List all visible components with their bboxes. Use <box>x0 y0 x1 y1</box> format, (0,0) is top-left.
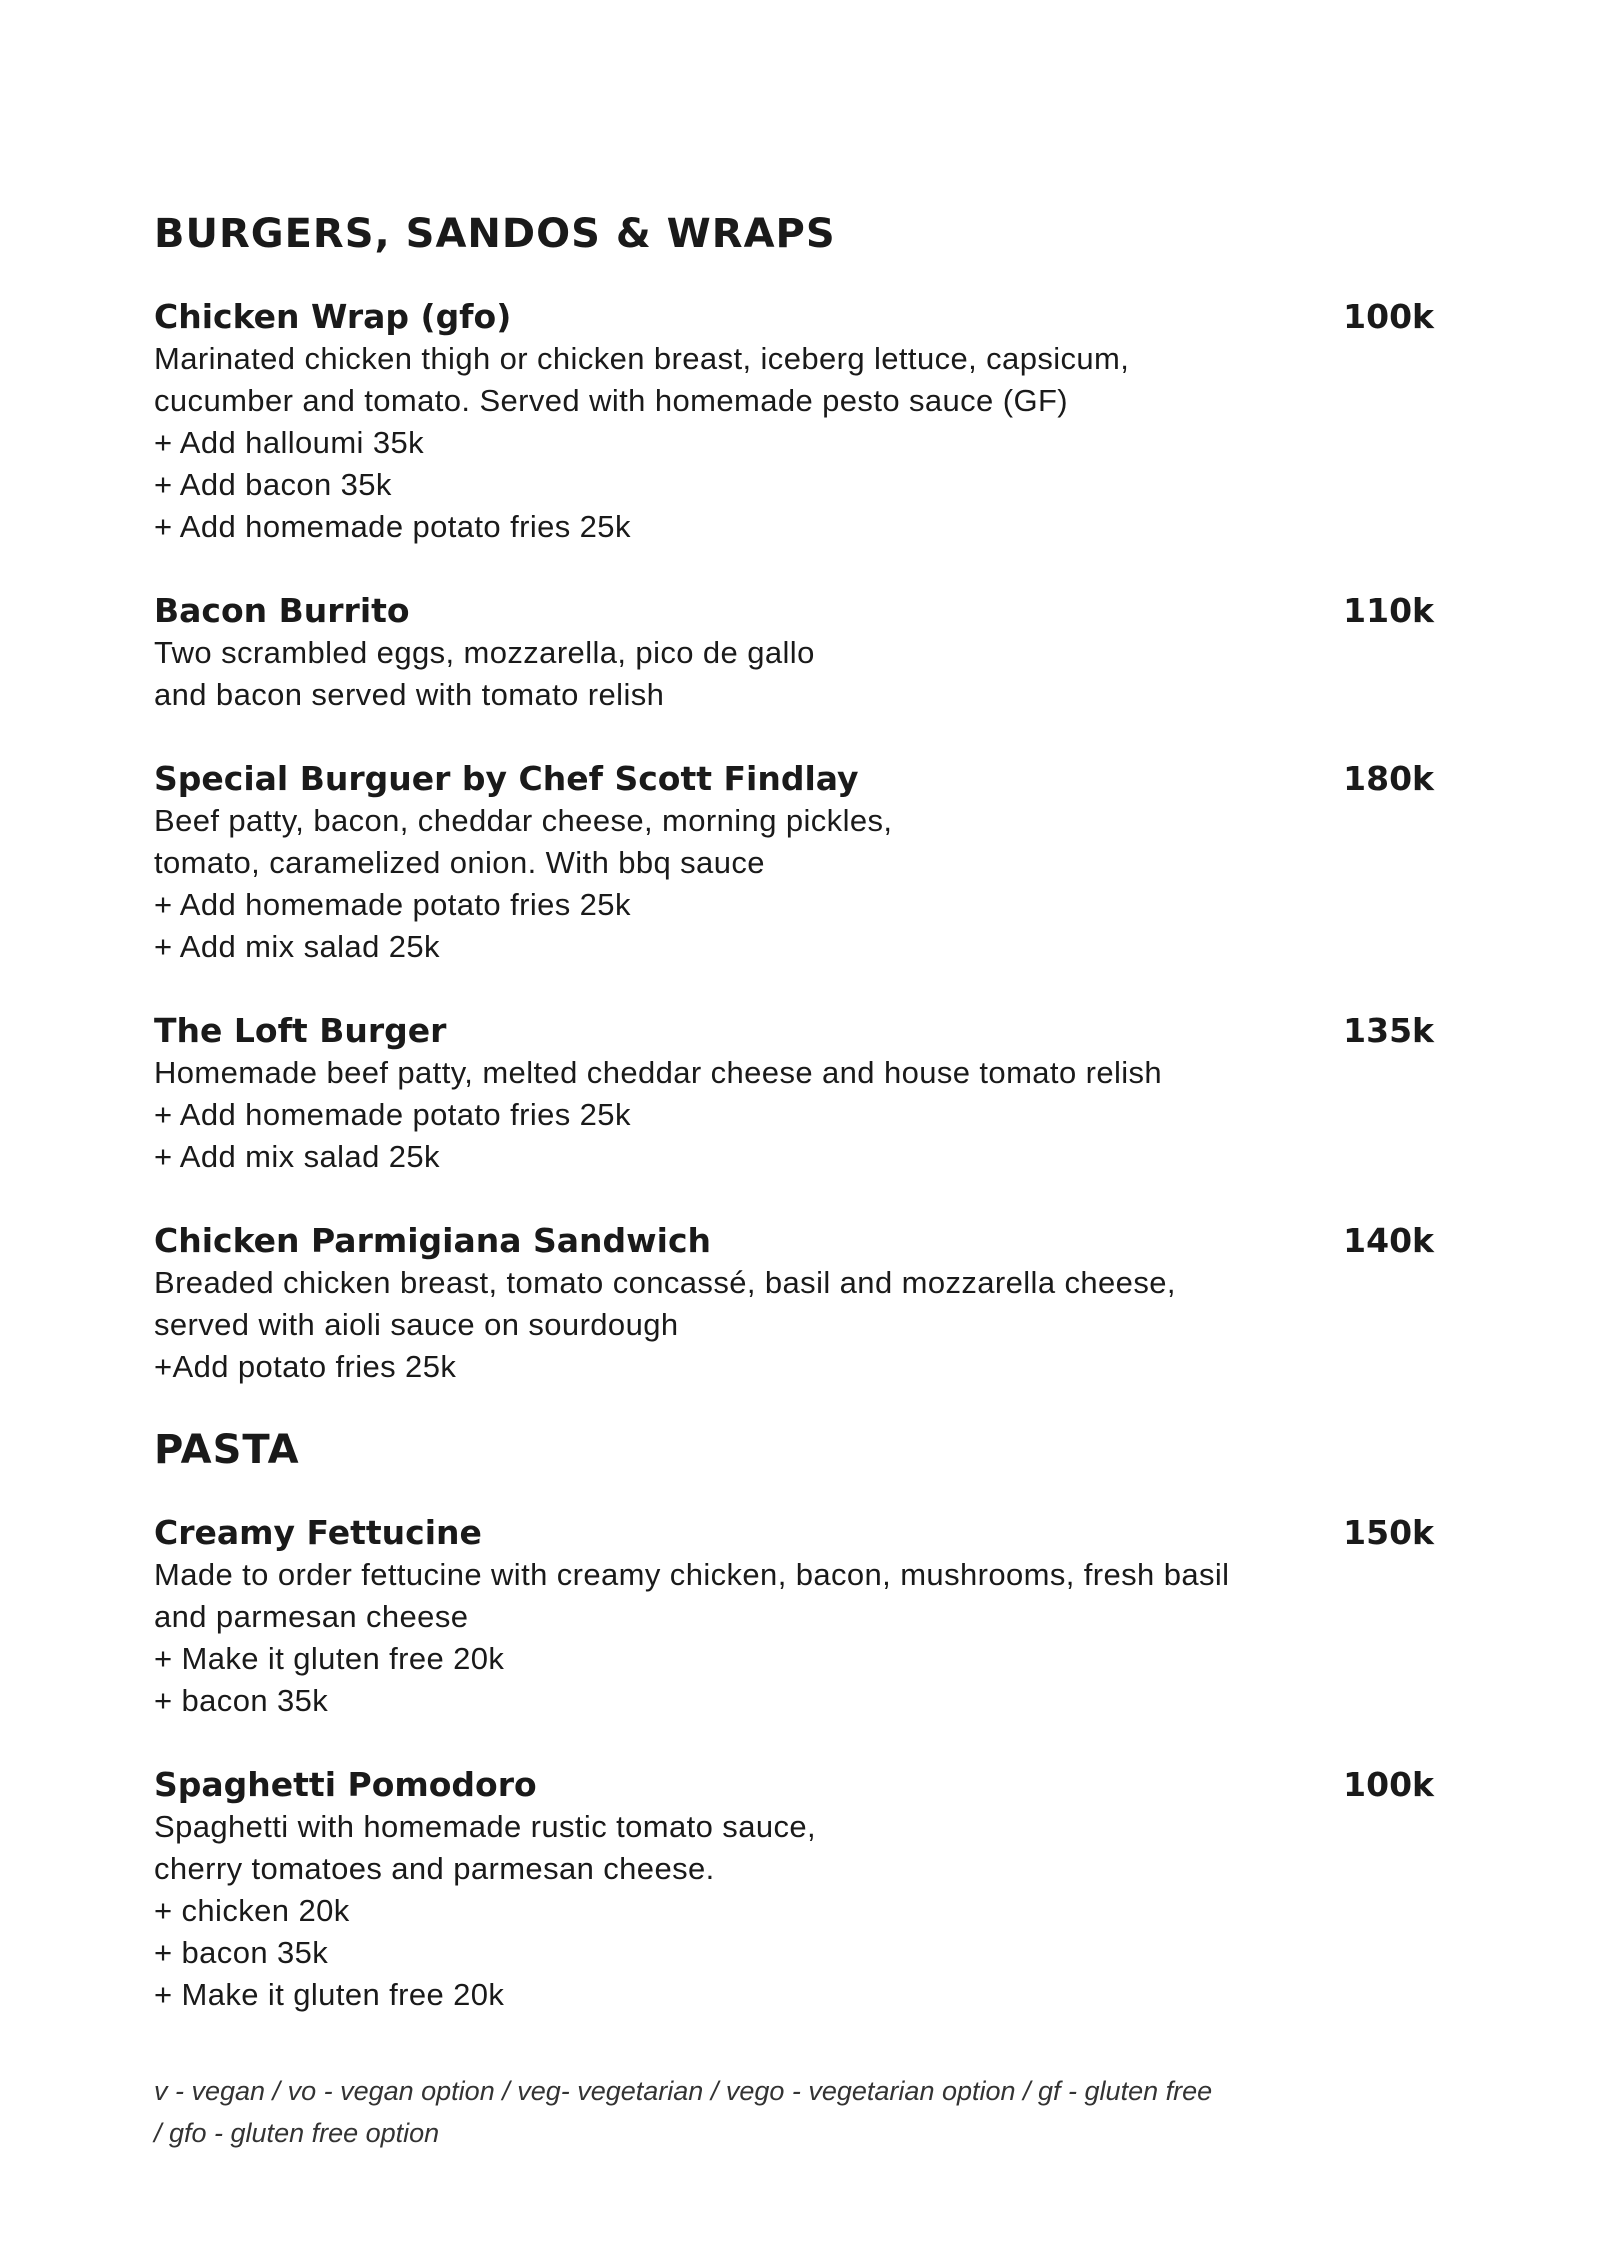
item-price: 110k <box>1343 591 1434 630</box>
section-title-pasta: PASTA <box>154 1427 300 1473</box>
item-price: 150k <box>1343 1513 1434 1552</box>
item-name: Chicken Parmigiana Sandwich <box>154 1221 712 1260</box>
item-price: 100k <box>1343 1765 1434 1804</box>
item-description-line: served with aioli sauce on sourdough <box>154 1307 679 1342</box>
item-description-line: and bacon served with tomato relish <box>154 677 665 712</box>
item-price: 140k <box>1343 1221 1434 1260</box>
item-addon-line: + bacon 35k <box>154 1935 329 1970</box>
item-addon-line: + Add bacon 35k <box>154 467 392 502</box>
section-title-burgers: BURGERS, SANDOS & WRAPS <box>154 211 836 257</box>
item-description-line: Beef patty, bacon, cheddar cheese, morning pickles, <box>154 803 893 838</box>
menu-item-spaghetti-pomodoro <box>154 1764 1434 2016</box>
item-description-line: cucumber and tomato. Served with homemade pesto sauce (GF) <box>154 383 1069 418</box>
item-description-line: Homemade beef patty, melted cheddar cheese and house tomato relish <box>154 1055 1163 1090</box>
item-description-line: Made to order fettucine with creamy chicken, bacon, mushrooms, fresh basil <box>154 1557 1230 1592</box>
item-name: Spaghetti Pomodoro <box>154 1765 537 1804</box>
item-addon-line: + Make it gluten free 20k <box>154 1641 505 1676</box>
item-addon-line: +Add potato fries 25k <box>154 1349 457 1384</box>
dietary-legend-footnote <box>154 2070 1454 2154</box>
item-description-line: cherry tomatoes and parmesan cheese. <box>154 1851 715 1886</box>
footnote-line: v - vegan / vo - vegan option / veg- vegetarian / vego - vegetarian option / gf - gluten free <box>154 2076 1213 2106</box>
menu-item-creamy-fettucine <box>154 1512 1434 1722</box>
item-price: 100k <box>1343 297 1434 336</box>
footnote-line: / gfo - gluten free option <box>154 2118 440 2148</box>
item-description-line: and parmesan cheese <box>154 1599 469 1634</box>
item-addon-line: + Add mix salad 25k <box>154 929 440 964</box>
menu-page <box>154 200 1434 2058</box>
item-name: Special Burguer by Chef Scott Findlay <box>154 759 859 798</box>
menu-item-bacon-burrito <box>154 590 1434 716</box>
item-description-line: tomato, caramelized onion. With bbq sauce <box>154 845 765 880</box>
item-addon-line: + Add mix salad 25k <box>154 1139 440 1174</box>
menu-item-special-burger <box>154 758 1434 968</box>
item-name: Creamy Fettucine <box>154 1513 482 1552</box>
item-name: Chicken Wrap (gfo) <box>154 297 512 336</box>
item-price: 180k <box>1343 759 1434 798</box>
item-addon-line: + Add halloumi 35k <box>154 425 425 460</box>
menu-item-loft-burger <box>154 1010 1434 1178</box>
item-description-line: Spaghetti with homemade rustic tomato sauce, <box>154 1809 817 1844</box>
item-addon-line: + Add homemade potato fries 25k <box>154 1097 631 1132</box>
item-addon-line: + Make it gluten free 20k <box>154 1977 505 2012</box>
item-description-line: Marinated chicken thigh or chicken breast, iceberg lettuce, capsicum, <box>154 341 1130 376</box>
item-addon-line: + bacon 35k <box>154 1683 329 1718</box>
item-price: 135k <box>1343 1011 1434 1050</box>
item-name: The Loft Burger <box>154 1011 447 1050</box>
item-addon-line: + Add homemade potato fries 25k <box>154 887 631 922</box>
menu-item-chicken-parmigiana <box>154 1220 1434 1388</box>
menu-item-chicken-wrap <box>154 296 1434 548</box>
item-description-line: Breaded chicken breast, tomato concassé, basil and mozzarella cheese, <box>154 1265 1176 1300</box>
item-description-line: Two scrambled eggs, mozzarella, pico de gallo <box>154 635 815 670</box>
item-addon-line: + Add homemade potato fries 25k <box>154 509 631 544</box>
item-addon-line: + chicken 20k <box>154 1893 350 1928</box>
item-name: Bacon Burrito <box>154 591 410 630</box>
